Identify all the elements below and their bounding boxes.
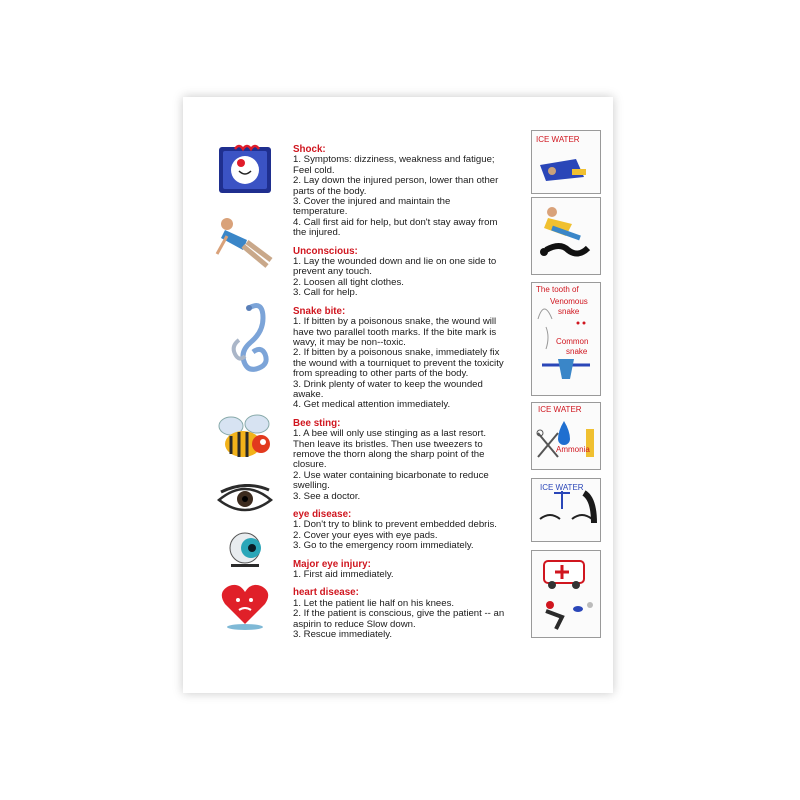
- snake-icon: [213, 300, 277, 374]
- section-title: eye disease:: [293, 509, 352, 520]
- section-title: Snake bite:: [293, 305, 346, 317]
- instructions-column: [293, 145, 523, 648]
- section-major-eye-injury: [293, 560, 523, 581]
- section-title: heart disease:: [293, 587, 359, 599]
- section-line: temperature.: [293, 206, 348, 218]
- section-line: 3. Call for help.: [293, 287, 358, 299]
- section-line: 3. Drink plenty of water to keep the wounded: [293, 378, 483, 390]
- eye-icon: [213, 484, 277, 516]
- section-line: aspirin to reduce Slow down.: [293, 618, 416, 630]
- section-line: wavy, it may be non--toxic.: [293, 336, 406, 348]
- section-line: 2. If the patient is conscious, give the patient -- an: [293, 608, 505, 620]
- unconscious-person-icon: [213, 210, 277, 276]
- section-title: Bee sting:: [293, 417, 341, 429]
- common-label: Common: [556, 337, 589, 346]
- panel-eye-illustration: [531, 478, 601, 542]
- eyeball-icon: [213, 528, 277, 570]
- ice-water-label: ICE WATER: [536, 135, 580, 144]
- section-line: Then leave its bristles. Then use tweezers to: [293, 438, 483, 450]
- section-line: 1. First aid immediately.: [293, 569, 394, 581]
- section-line: 4. Call first aid for help, but don't stay away from: [293, 216, 498, 228]
- section-title: Shock:: [293, 144, 326, 155]
- tooth-title-label: The tooth of: [536, 285, 579, 294]
- section-line: 1. Let the patient lie half on his knees.: [293, 597, 455, 609]
- section-line: 2. Use water containing bicarbonate to reduce: [293, 469, 489, 481]
- panel-heart-illustration: [531, 550, 601, 638]
- section-line: parts of the body.: [293, 185, 367, 197]
- section-line: from spreading to other parts of the body.: [293, 368, 469, 380]
- section-unconscious: [293, 247, 523, 299]
- section-line: have two parallel tooth marks. If the bite mark is: [293, 326, 497, 338]
- section-heart-disease: [293, 588, 523, 640]
- panel-ice-water-shock: [531, 130, 601, 194]
- section-title: Unconscious:: [293, 245, 358, 257]
- section-line: 3. See a doctor.: [293, 490, 361, 502]
- section-line: 3. Rescue immediately.: [293, 629, 392, 641]
- section-snake-bite: [293, 307, 523, 411]
- section-line: 2. If bitten by a poisonous snake, immediately fix: [293, 347, 500, 359]
- panel-unconscious-illustration: [531, 197, 601, 275]
- panel-bee-sting-illustration: [531, 402, 601, 470]
- ice-water-label: ICE WATER: [538, 405, 582, 414]
- section-line: 2. Cover your eyes with eye pads.: [293, 529, 438, 541]
- section-line: 1. Lay the wounded down and lie on one side to: [293, 256, 497, 268]
- section-line: the injured.: [293, 227, 341, 239]
- section-line: 1. A bee will only use stinging as a last resort.: [293, 428, 487, 440]
- ice-water-label: ICE WATER: [540, 483, 584, 492]
- section-bee-sting: [293, 419, 523, 502]
- section-line: 4. Get medical attention immediately.: [293, 399, 451, 411]
- section-line: remove the thorn along the sharp point of the: [293, 448, 485, 460]
- section-line: 1. If bitten by a poisonous snake, the wound will: [293, 316, 497, 328]
- section-line: the wound with a tourniquet to prevent the toxicity: [293, 357, 504, 369]
- bee-icon: [213, 410, 277, 470]
- section-line: 1. Symptoms: dizziness, weakness and fatigue;: [293, 154, 495, 166]
- section-eye-disease: [293, 510, 523, 552]
- section-line: 2. Loosen all tight clothes.: [293, 276, 404, 288]
- section-shock: [293, 145, 523, 239]
- section-line: Feel cold.: [293, 164, 335, 176]
- section-line: 1. Don't try to blink to prevent embedded debris.: [293, 519, 497, 531]
- snake-label: snake: [566, 347, 588, 356]
- section-line: prevent any touch.: [293, 266, 372, 278]
- section-line: 2. Lay down the injured person, lower than other: [293, 175, 499, 187]
- panel-snake-bite-illustration: [531, 282, 601, 396]
- venomous-label: Venomous: [550, 297, 588, 306]
- section-line: swelling.: [293, 480, 330, 492]
- shock-icon: [213, 143, 277, 195]
- ammonia-label: Ammonia: [556, 445, 590, 454]
- section-line: 3. Cover the injured and maintain the: [293, 196, 451, 208]
- snake-label: snake: [558, 307, 580, 316]
- heart-icon: [213, 580, 277, 632]
- section-title: Major eye injury:: [293, 558, 371, 570]
- section-line: awake.: [293, 388, 324, 400]
- section-line: 3. Go to the emergency room immediately.: [293, 540, 474, 552]
- section-line: closure.: [293, 459, 327, 471]
